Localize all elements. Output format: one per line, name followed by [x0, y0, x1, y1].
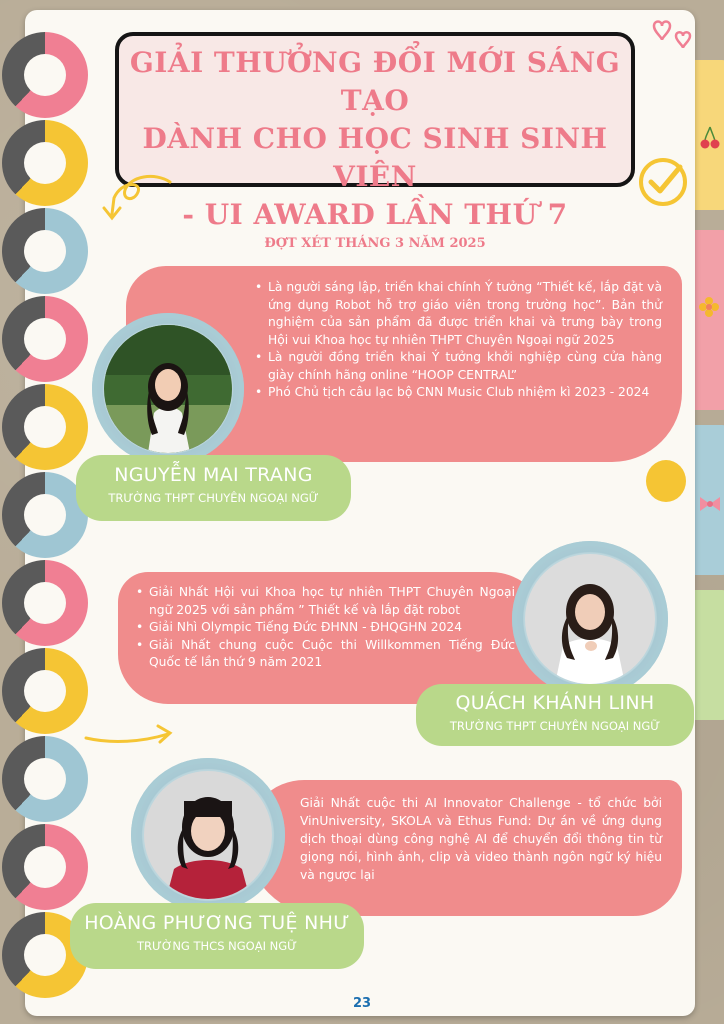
profile-3-name-card: [70, 903, 364, 969]
profile-1-achievements: [252, 279, 662, 402]
spiral-ring: [2, 120, 88, 206]
spiral-ring: [2, 648, 88, 734]
avatar: [104, 325, 232, 453]
title-line-2: DÀNH CHO HỌC SINH SINH VIÊN: [142, 122, 608, 193]
spiral-ring-hole: [24, 142, 66, 184]
profile-3-photo: [144, 771, 272, 899]
profile-1-school: TRƯỜNG THPT CHUYÊN NGOẠI NGỮ: [108, 491, 319, 505]
list-item: • Giải Nhì Olympic Tiếng Đức ĐHNN - ĐHQGHN 2024: [149, 619, 515, 637]
avatar: [144, 771, 272, 899]
page-title: [119, 44, 631, 234]
title-line-1: GIẢI THƯỞNG ĐỔI MỚI SÁNG TẠO: [129, 46, 621, 117]
spiral-ring-hole: [24, 406, 66, 448]
spiral-ring-hole: [24, 494, 66, 536]
profile-2-school: TRƯỜNG THPT CHUYÊN NGOẠI NGỮ: [449, 719, 661, 733]
spiral-ring: [2, 32, 88, 118]
bow-icon: [698, 495, 722, 513]
profile-2-achievements: [133, 584, 515, 672]
profile-1-name-card: [76, 455, 351, 521]
profile-3-school: TRƯỜNG THCS NGOẠI NGỮ: [136, 939, 298, 953]
spiral-ring-hole: [24, 54, 66, 96]
cherry-icon: [699, 125, 721, 151]
decorative-yellow-dot: [646, 460, 686, 502]
title-line-3: - UI AWARD LẦN THỨ 7: [182, 198, 568, 231]
spiral-ring-hole: [24, 846, 66, 888]
spiral-ring: [2, 384, 88, 470]
list-item: • Là người đồng triển khai Ý tưởng khởi nghiệp cùng cửa hàng giày chính hãng online “HOOP CENTRAL”: [268, 349, 662, 384]
spiral-ring: [2, 560, 88, 646]
side-tab-pink: [692, 230, 724, 410]
spiral-ring-hole: [24, 670, 66, 712]
page-subtitle: ĐỢT XÉT THÁNG 3 NĂM 2025: [264, 236, 486, 251]
spiral-ring-hole: [24, 230, 66, 272]
title-box: [115, 32, 635, 251]
list-item: • Là người sáng lập, triển khai chính Ý tưởng “Thiết kế, lắp đặt và ứng dụng Robot hỗ trợ giáo viên trong trường học”. Bản thử nghiệm của sản phẩm đã được triển khai và trưng bày trong Hội vui Khoa học tự nhiên THPT Chuyên Ngoại ngữ 2025: [268, 279, 662, 349]
arrow-right-icon: [82, 718, 178, 748]
spiral-ring-hole: [24, 318, 66, 360]
flower-icon: [698, 296, 720, 318]
profile-1-photo: [104, 325, 232, 453]
profile-1-name: NGUYỄN MAI TRANG: [114, 464, 313, 486]
profile-2-name-card: [416, 684, 694, 746]
profile-2-photo: [525, 554, 655, 684]
profile-3-name: HOÀNG PHƯƠNG TUỆ NHƯ: [84, 912, 350, 934]
profile-2-name: QUÁCH KHÁNH LINH: [455, 692, 655, 714]
heart-outline-icon: [640, 12, 700, 52]
profile-3-description: Giải Nhất cuộc thi AI Innovator Challenge - tổ chức bởi VinUniversity, SKOLA và Ethus Fund: Dự án về ứng dụng dịch thoại dùng công nghệ AI để chuyển đổi thông tin từ giọng nói, hình ảnh, clip và video thành ngôn ngữ ký hiệu và ngược lại: [300, 796, 662, 882]
spiral-ring: [2, 296, 88, 382]
avatar: [525, 554, 655, 684]
side-tab-green: [692, 590, 724, 720]
list-item: • Giải Nhất chung cuộc Cuộc thi Willkommen Tiếng Đức Quốc tế lần thứ 9 năm 2021: [149, 637, 515, 672]
spiral-ring-hole: [24, 758, 66, 800]
spiral-ring: [2, 824, 88, 910]
spiral-ring: [2, 208, 88, 294]
spiral-ring: [2, 736, 88, 822]
spiral-ring-hole: [24, 934, 66, 976]
list-item: • Phó Chủ tịch câu lạc bộ CNN Music Club nhiệm kì 2023 - 2024: [268, 384, 662, 402]
spiral-ring-hole: [24, 582, 66, 624]
curly-arrow-icon: [100, 168, 180, 228]
list-item: • Giải Nhất Hội vui Khoa học tự nhiên THPT Chuyên Ngoại ngữ 2025 với sản phẩm ” Thiết kế và lắp đặt robot: [149, 584, 515, 619]
page-number: 23: [352, 996, 372, 1011]
checkmark-circle-icon: [636, 155, 690, 209]
